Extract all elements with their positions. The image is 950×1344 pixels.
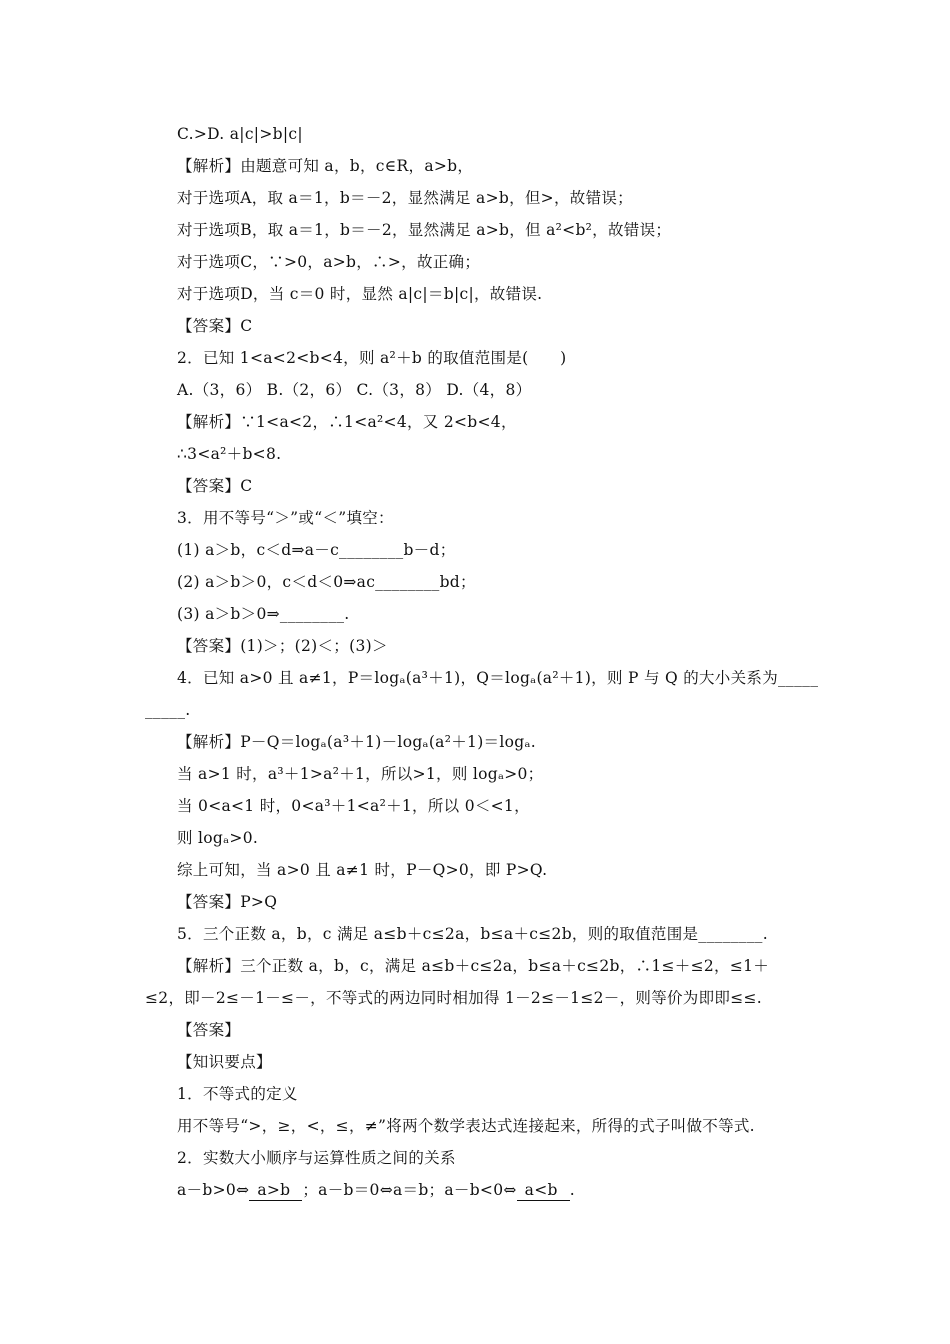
text-line: 【知识要点】: [177, 1053, 272, 1071]
text-line: (2) a＞b＞0，c＜d＜0⇒ac________bd；: [177, 573, 476, 591]
text-line: 【答案】C: [177, 477, 253, 495]
answer-blank-greater: a>b: [249, 1180, 302, 1201]
answer-blank-less: a<b: [517, 1180, 570, 1201]
text-line: 【解析】∵1<a<2，∴1<a²<4，又 2<b<4，: [177, 413, 517, 431]
text-line: 对于选项A，取 a＝1，b＝－2，显然满足 a>b，但>，故错误；: [177, 189, 633, 207]
text-line: 当 a>1 时，a³＋1>a²＋1，所以>1，则 logₐ>0；: [177, 765, 544, 783]
text-line: 1．不等式的定义: [177, 1085, 298, 1103]
relation-prefix: a－b>0⇔: [177, 1181, 250, 1199]
text-line: 【答案】(1)＞；(2)＜；(3)＞: [177, 637, 388, 655]
text-line: (1) a＞b，c＜d⇒a－c________b－d；: [177, 541, 456, 559]
text-line: 对于选项B，取 a＝1，b＝－2，显然满足 a>b，但 a²<b²，故错误；: [177, 221, 672, 239]
text-line: 3．用不等号“＞”或“＜”填空：: [177, 509, 394, 527]
text-line: 综上可知，当 a>0 且 a≠1 时，P－Q>0，即 P>Q.: [177, 861, 548, 879]
text-line: 2．已知 1<a<2<b<4，则 a²＋b 的取值范围是( ): [177, 349, 567, 367]
text-line: 【解析】由题意可知 a，b，c∈R，a>b，: [177, 157, 474, 175]
text-line: _____.: [145, 701, 191, 719]
text-line: (3) a＞b＞0⇒________.: [177, 605, 350, 623]
text-line: 2．实数大小顺序与运算性质之间的关系: [177, 1149, 456, 1167]
text-line: C.>D. a|c|>b|c|: [177, 125, 303, 143]
relation-end: .: [569, 1181, 575, 1199]
text-line: 当 0<a<1 时，0<a³＋1<a²＋1，所以 0＜<1，: [177, 797, 530, 815]
relation-middle: ；a－b＝0⇔a＝b；a－b<0⇔: [302, 1181, 517, 1199]
text-line: 用不等号“>，≥，<，≤，≠”将两个数学表达式连接起来，所得的式子叫做不等式.: [177, 1117, 755, 1135]
text-line: 【解析】三个正数 a，b，c，满足 a≤b＋c≤2a，b≤a＋c≤2b，∴1≤＋≤2，≤1＋: [177, 957, 770, 975]
text-line: 5．三个正数 a，b，c 满足 a≤b＋c≤2a，b≤a＋c≤2b，则的取值范围是________.: [177, 925, 768, 943]
relation-line: [177, 1180, 575, 1201]
text-line: 【解析】P－Q＝logₐ(a³＋1)－logₐ(a²＋1)＝logₐ.: [177, 733, 536, 751]
text-line: 则 logₐ>0.: [177, 829, 259, 847]
text-line: ≤2，即－2≤－1－≤－，不等式的两边同时相加得 1－2≤－1≤2－，则等价为即即≤≤.: [145, 989, 762, 1007]
text-line: 【答案】P>Q: [177, 893, 278, 911]
text-line: ∴3<a²＋b<8.: [177, 445, 282, 463]
text-line: 对于选项D，当 c＝0 时，显然 a|c|＝b|c|，故错误.: [177, 285, 543, 303]
text-line: 【答案】C: [177, 317, 253, 335]
text-line: A.（3，6） B.（2，6） C.（3，8） D.（4，8）: [177, 381, 532, 399]
text-line: 4．已知 a>0 且 a≠1，P＝logₐ(a³＋1)，Q＝logₐ(a²＋1)，则 P 与 Q 的大小关系为_____: [177, 669, 819, 687]
text-line: 对于选项C，∵>0，a>b，∴>，故正确；: [177, 253, 481, 271]
text-line: 【答案】: [177, 1021, 241, 1039]
